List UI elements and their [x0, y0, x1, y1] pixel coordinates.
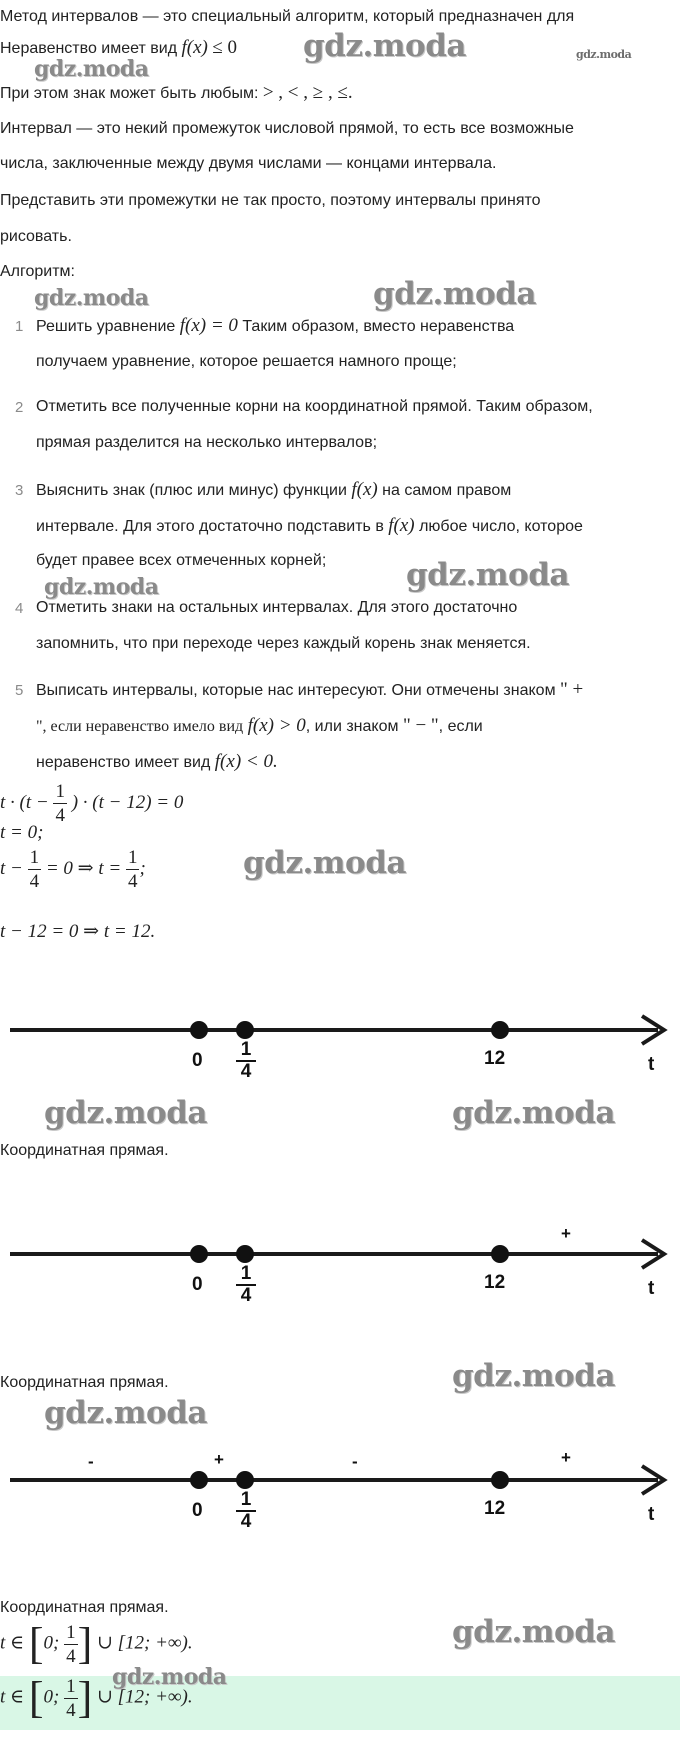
eq-part: t −: [0, 857, 23, 879]
step-math: " +: [560, 679, 584, 700]
intro-line-6: Представить эти промежутки не так просто, поэтому интервалы принято: [0, 192, 541, 209]
equation-3: [0, 848, 146, 891]
eq-part: = 0 ⇒ t =: [45, 857, 122, 879]
step-text: интервале. Для этого достаточно подставить в: [36, 518, 384, 535]
point-12: [491, 1471, 509, 1489]
watermark: gdz.moda: [452, 1614, 615, 1650]
watermark: gdz.moda: [44, 574, 159, 600]
bracket-open-icon: [: [28, 1619, 44, 1668]
label-quarter: [236, 1040, 256, 1082]
step-math: f(x): [388, 515, 415, 536]
point-12: [491, 1021, 509, 1039]
bracket-close-icon: ]: [77, 1673, 93, 1722]
watermark: gdz.moda: [34, 285, 149, 311]
caption-1: Координатная прямая.: [0, 1142, 169, 1159]
intro-line-7: рисовать.: [0, 228, 72, 245]
label-quarter: [236, 1490, 256, 1532]
frac-den: 4: [240, 1285, 252, 1306]
frac-den: 4: [29, 871, 40, 892]
watermark: gdz.moda: [406, 557, 569, 593]
frac-num: 1: [127, 847, 138, 868]
label-twelve: 12: [484, 1498, 506, 1519]
step-1-line-1: [36, 315, 514, 338]
answer-part: 0;: [43, 1686, 60, 1708]
fraction: [28, 848, 42, 891]
label-zero: 0: [192, 1050, 203, 1071]
frac-den: 4: [127, 871, 138, 892]
axis-label-t: t: [648, 1054, 655, 1075]
caption-2: Координатная прямая.: [0, 1374, 169, 1391]
watermark: gdz.moda: [373, 276, 536, 312]
intro-line-4: Интервал — это некий промежуток числовой прямой, то есть все возможные: [0, 120, 574, 137]
watermark: gdz.moda: [243, 845, 406, 881]
axis-label-t: t: [648, 1504, 655, 1525]
bracket-close-icon: ]: [77, 1619, 93, 1668]
label-zero: 0: [192, 1274, 203, 1295]
point-0: [190, 1471, 208, 1489]
frac-num: 1: [66, 1675, 76, 1697]
step-text: Выяснить знак (плюс или минус) функции: [36, 482, 347, 499]
answer-part: t ∈: [0, 1632, 25, 1654]
intro-line-3-signs: > , < , ≥ , ≤.: [262, 82, 353, 103]
intro-line-3-text: При этом знак может быть любым:: [0, 85, 259, 102]
bracket-open-icon: [: [28, 1673, 44, 1722]
label-twelve: 12: [484, 1272, 506, 1293]
intro-line-5: числа, заключенные между двумя числами — концами интервала.: [0, 155, 497, 172]
step-number: 3: [15, 482, 24, 499]
frac-num: 1: [236, 1264, 256, 1286]
step-text: Решить уравнение: [36, 318, 176, 335]
watermark: gdz.moda: [44, 1395, 207, 1431]
frac-den: 4: [240, 1511, 252, 1532]
step-math: f(x) > 0: [247, 715, 306, 736]
step-3-line-2: [36, 515, 583, 538]
frac-den: 4: [55, 805, 65, 826]
step-text: , если: [438, 718, 483, 735]
fraction: [53, 782, 67, 825]
point-0: [190, 1021, 208, 1039]
frac-num: 1: [66, 1621, 76, 1643]
answer-part: 0;: [43, 1632, 60, 1654]
frac-num: 1: [236, 1040, 256, 1062]
frac-den: 4: [66, 1699, 76, 1721]
sign-plus: +: [561, 1448, 571, 1467]
watermark: gdz.moda: [44, 1095, 207, 1131]
step-number: 2: [15, 399, 24, 416]
number-line-1: [0, 1010, 680, 1100]
step-3-line-1: [36, 479, 511, 502]
watermark: gdz.moda: [576, 48, 632, 61]
step-text: Таким образом, вместо неравенства: [242, 318, 515, 335]
equation-2: t = 0;: [0, 822, 44, 843]
step-3-line-3: будет правее всех отмеченных корней;: [36, 552, 327, 569]
answer-part: ∪ [12; +∞).: [96, 1632, 193, 1654]
step-math: f(x) = 0: [179, 315, 238, 336]
eq-part: t · (t −: [0, 791, 49, 813]
number-line-graphic: [0, 1440, 680, 1550]
intro-line-1: Метод интервалов — это специальный алгоритм, который предназначен для: [0, 8, 575, 25]
frac-num: 1: [55, 781, 65, 802]
number-line-3: [0, 1440, 680, 1550]
step-math: f(x) < 0.: [214, 751, 278, 772]
point-0: [190, 1245, 208, 1263]
fraction: [64, 1623, 78, 1666]
step-text: любое число, которое: [419, 518, 583, 535]
sign-minus: -: [88, 1452, 94, 1471]
step-5-line-3: [36, 751, 278, 774]
step-text: ", если неравенство имело вид: [36, 718, 244, 735]
step-text: Выписать интервалы, которые нас интересуют. Они отмечены знаком: [36, 682, 556, 699]
answer-line-1: [0, 1619, 193, 1668]
point-quarter: [236, 1471, 254, 1489]
watermark: gdz.moda: [452, 1358, 615, 1394]
sign-plus: +: [561, 1224, 571, 1243]
step-2-line-1: Отметить все полученные корни на координатной прямой. Таким образом,: [36, 398, 593, 415]
step-5-line-1: [36, 679, 583, 702]
number-line-graphic: [0, 1010, 680, 1100]
number-line-graphic: [0, 1220, 680, 1320]
frac-num: 1: [236, 1490, 256, 1512]
step-4-line-1: Отметить знаки на остальных интервалах. Для этого достаточно: [36, 599, 518, 616]
number-line-2: [0, 1220, 680, 1320]
step-4-line-2: запомнить, что при переходе через каждый корень знак меняется.: [36, 635, 531, 652]
step-text: на самом правом: [382, 482, 512, 499]
eq-part: ;: [139, 857, 146, 879]
frac-den: 4: [66, 1645, 76, 1667]
step-5-line-2: [36, 715, 483, 738]
step-number: 5: [15, 682, 24, 699]
intro-line-3: [0, 82, 353, 105]
point-12: [491, 1245, 509, 1263]
algorithm-label: Алгоритм:: [0, 263, 75, 280]
label-twelve: 12: [484, 1048, 506, 1069]
step-text: неравенство имеет вид: [36, 754, 211, 771]
step-1-line-2: получаем уравнение, которое решается намного проще;: [36, 353, 457, 370]
watermark: gdz.moda: [303, 28, 466, 64]
answer-line-2: [0, 1673, 193, 1722]
label-zero: 0: [192, 1500, 203, 1521]
intro-line-2-math-f: f(x): [181, 37, 208, 58]
label-quarter: [236, 1264, 256, 1306]
point-quarter: [236, 1021, 254, 1039]
step-math: " − ": [402, 715, 439, 736]
step-number: 1: [15, 318, 24, 335]
axis-label-t: t: [648, 1278, 655, 1299]
frac-num: 1: [29, 847, 40, 868]
step-number: 4: [15, 600, 24, 617]
watermark: gdz.moda: [34, 56, 149, 82]
sign-plus: +: [214, 1450, 224, 1469]
point-quarter: [236, 1245, 254, 1263]
step-math: f(x): [351, 479, 378, 500]
intro-line-2-math-rel: ≤ 0: [212, 37, 238, 58]
fraction: [126, 848, 140, 891]
equation-4: t − 12 = 0 ⇒ t = 12.: [0, 921, 156, 942]
watermark: gdz.moda: [452, 1095, 615, 1131]
watermark: gdz.moda: [112, 1664, 227, 1690]
eq-part: ) · (t − 12) = 0: [71, 791, 184, 813]
fraction: [64, 1677, 78, 1720]
step-text: , или знаком: [305, 718, 399, 735]
caption-3: Координатная прямая.: [0, 1599, 169, 1616]
intro-line-2-text: Неравенство имеет вид: [0, 40, 178, 57]
frac-den: 4: [240, 1061, 252, 1082]
answer-part: t ∈: [0, 1686, 25, 1708]
answer-part: ∪ [12; +∞).: [96, 1686, 193, 1708]
sign-minus: -: [352, 1452, 358, 1471]
equation-1: [0, 782, 183, 825]
step-2-line-2: прямая разделится на несколько интервалов;: [36, 434, 378, 451]
